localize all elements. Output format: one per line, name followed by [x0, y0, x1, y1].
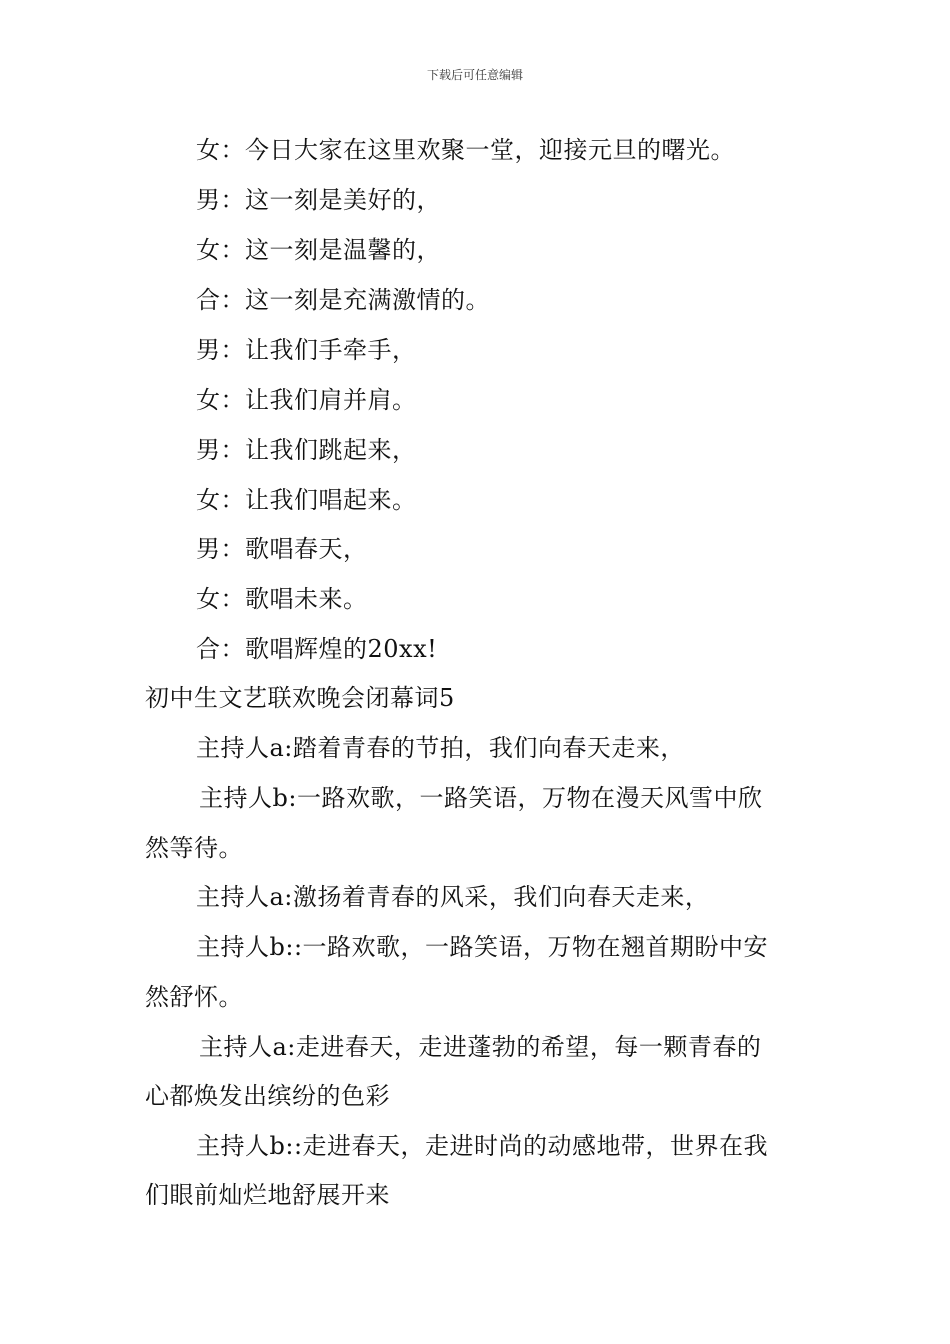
- text-line: 们眼前灿烂地舒展开来: [145, 1181, 390, 1209]
- text-line: 心都焕发出缤纷的色彩: [145, 1082, 390, 1110]
- text-line: 女：今日大家在这里欢聚一堂，迎接元旦的曙光。: [196, 136, 735, 164]
- text-line: 女：让我们唱起来。: [196, 486, 417, 514]
- text-line: 然等待。: [145, 834, 243, 862]
- text-line: 合：歌唱辉煌的20xx!: [196, 635, 438, 663]
- text-line: 合：这一刻是充满激情的。: [196, 286, 490, 314]
- text-line: 女：这一刻是温馨的，: [196, 236, 441, 264]
- text-line: 主持人a:踏着青春的节拍，我们向春天走来，: [196, 734, 685, 762]
- text-line: 主持人a:走进春天，走进蓬勃的希望，每一颗青春的: [199, 1033, 762, 1061]
- section-heading: 初中生文艺联欢晚会闭幕词5: [145, 684, 455, 712]
- text-line: 男：让我们手牵手，: [196, 336, 417, 364]
- text-line: 女：歌唱未来。: [196, 585, 368, 613]
- page-header-note: 下载后可任意编辑: [426, 68, 523, 82]
- text-line: 主持人b::一路欢歌，一路笑语，万物在翘首期盼中安: [196, 933, 769, 961]
- text-line: 男：歌唱春天，: [196, 535, 368, 563]
- text-line: 男：让我们跳起来，: [196, 436, 417, 464]
- text-line: 然舒怀。: [145, 983, 243, 1011]
- text-line: 女：让我们肩并肩。: [196, 386, 417, 414]
- text-line: 男：这一刻是美好的，: [196, 186, 441, 214]
- text-line: 主持人b:一路欢歌，一路笑语，万物在漫天风雪中欣: [199, 784, 763, 812]
- text-line: 主持人a:激扬着青春的风采，我们向春天走来，: [196, 883, 710, 911]
- text-line: 主持人b::走进春天，走进时尚的动感地带，世界在我: [196, 1132, 769, 1160]
